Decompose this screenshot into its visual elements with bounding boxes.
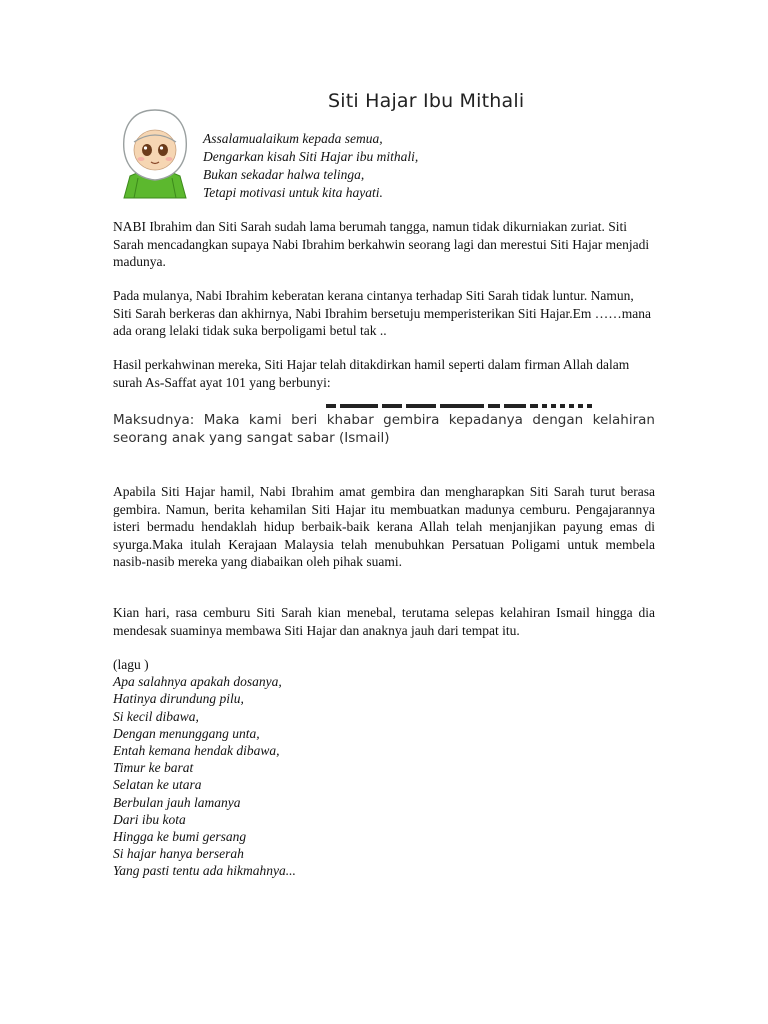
intro-line: Dengarkan kisah Siti Hajar ibu mithali, <box>203 149 419 164</box>
lyric-line: Berbulan jauh lamanya <box>113 794 241 810</box>
lyric-line: Timur ke barat <box>113 760 194 776</box>
paragraph: NABI Ibrahim dan Siti Sarah sudah lama berumah tangga, namun tidak dikurniakan zuriat. Siti Sarah mencadangkan supaya Nabi Ibrahim berkahwin seorang lagi dan merestui Siti Hajar menjadi madunya. <box>113 219 650 269</box>
paragraph: Kian hari, rasa cemburu Siti Sarah kian menebal, terutama selepas kelahiran Ismail hingga dia mendesak suaminya membawa Siti Hajar dan anaknya jauh dari tempat itu. <box>113 605 655 638</box>
hijab-girl-cartoon-icon <box>116 104 194 200</box>
song-lyrics <box>113 656 296 880</box>
arabic-verse-redacted-icon <box>326 397 686 405</box>
lyric-line: Selatan ke utara <box>113 777 202 793</box>
lyric-line: Apa salahnya apakah dosanya, <box>113 674 282 690</box>
lyric-line: Yang pasti tentu ada hikmahnya... <box>113 863 296 879</box>
lyric-line: Dari ibu kota <box>113 811 186 827</box>
lyric-line: Dengan menunggang unta, <box>113 725 260 741</box>
lyric-line: Si kecil dibawa, <box>113 708 199 724</box>
intro-verse <box>203 130 418 202</box>
lyric-line: Hatinya dirundung pilu, <box>113 691 244 707</box>
paragraph: Pada mulanya, Nabi Ibrahim keberatan kerana cintanya terhadap Siti Sarah tidak luntur. Namun, Siti Sarah berkeras dan akhirnya, Nabi Ibrahim bersetuju memperisterikan Siti Hajar.Em ……mana ada orang lelaki tidak suka berpoligami betul tak .. <box>113 288 651 338</box>
intro-line: Tetapi motivasi untuk kita hayati. <box>203 185 383 200</box>
intro-line: Assalamualaikum kepada semua, <box>203 131 383 146</box>
verse-translation: Maksudnya: Maka kami beri khabar gembira kepadanya dengan kelahiran seorang anak yang sangat sabar (Ismail) <box>113 412 655 446</box>
page-title: Siti Hajar Ibu Mithali <box>328 90 525 112</box>
lyric-line: Entah kemana hendak dibawa, <box>113 743 280 759</box>
song-label: (lagu ) <box>113 657 149 672</box>
intro-line: Bukan sekadar halwa telinga, <box>203 167 365 182</box>
paragraph: Apabila Siti Hajar hamil, Nabi Ibrahim amat gembira dan mengharapkan Siti Sarah turut berasa gembira. Namun, berita kehamilan Siti Hajar itu membuatkan madunya cemburu. Pengajarannya isteri bermadu hendaklah hidup berbaik-baik kerana Allah telah menjanjikan payung emas di syurga.Maka itulah Kerajaan Malaysia telah menubuhkan Persatuan Poligami untuk membela nasib-nasib mereka yang diabaikan oleh pihak suami. <box>113 484 655 569</box>
paragraph: Hasil perkahwinan mereka, Siti Hajar telah ditakdirkan hamil seperti dalam firman Allah dalam surah As-Saffat ayat 101 yang berbunyi: <box>113 357 630 390</box>
lyric-line: Si hajar hanya berserah <box>113 846 244 862</box>
lyric-line: Hingga ke bumi gersang <box>113 829 247 845</box>
